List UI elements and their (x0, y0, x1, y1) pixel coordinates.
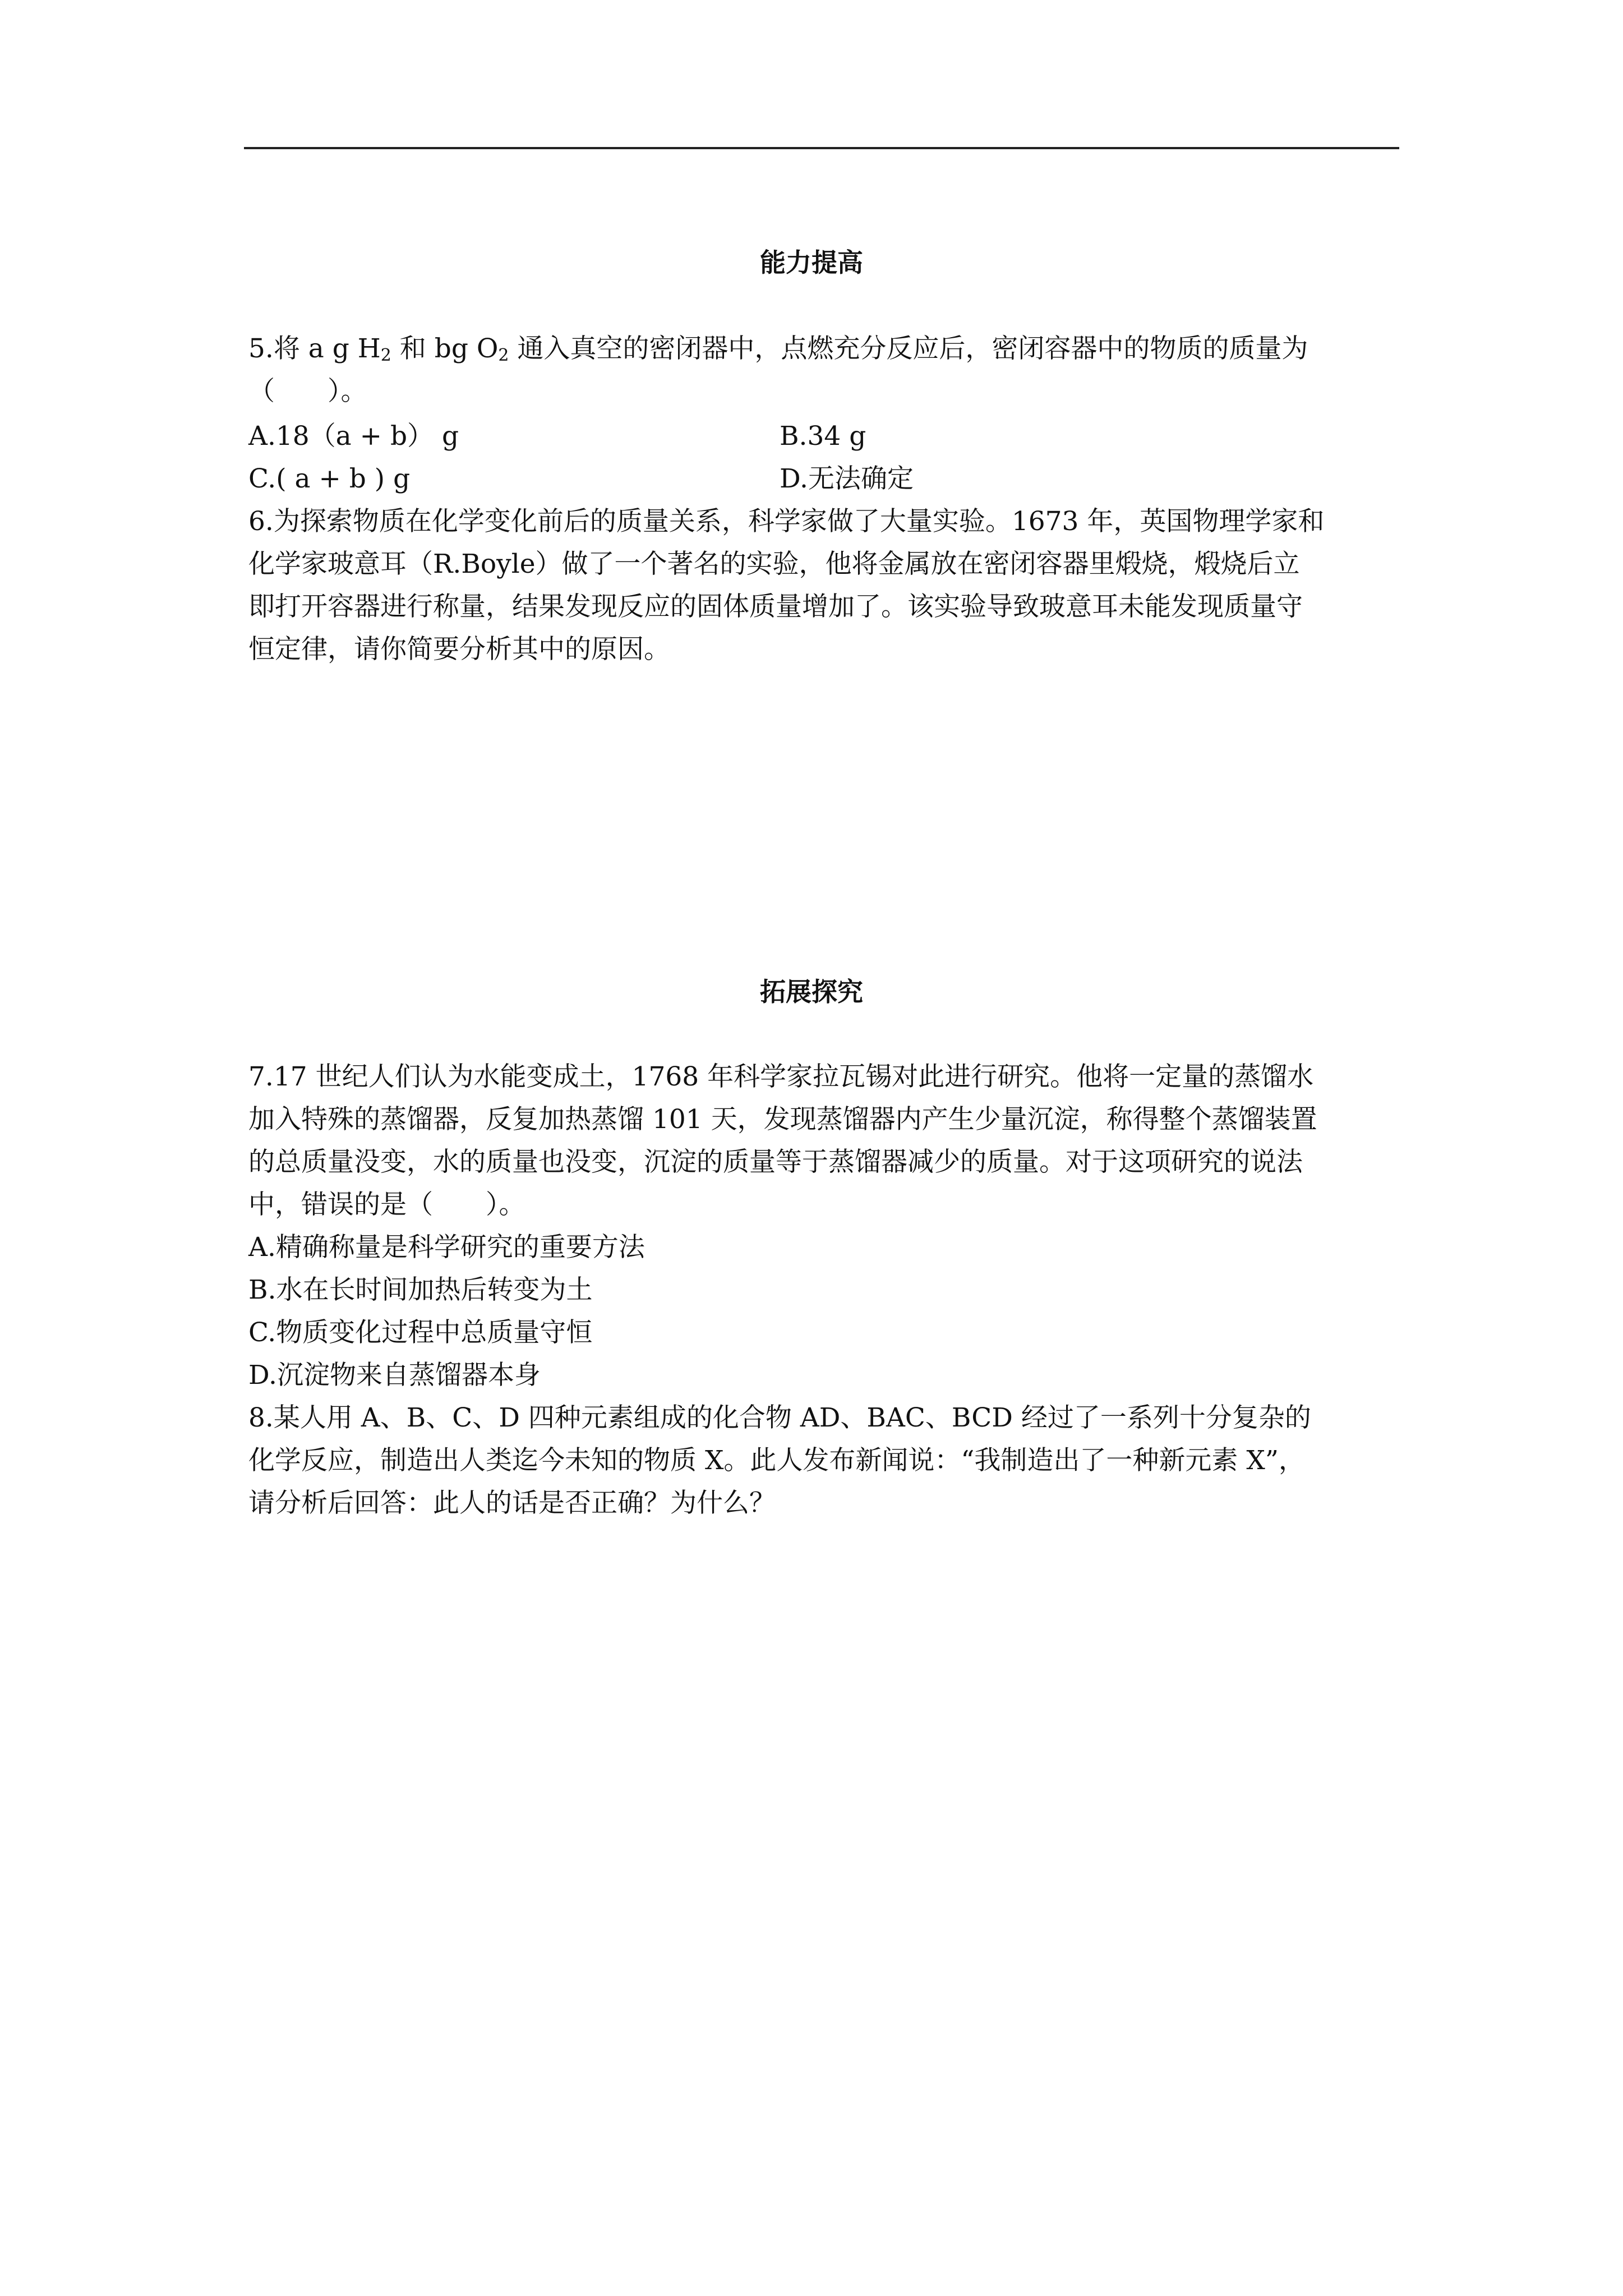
header-rule (244, 147, 1399, 149)
q7-line: 加入特殊的蒸馏器，反复加热蒸馏 101 天，发现蒸馏器内产生少量沉淀，称得整个蒸馏装置 (248, 1104, 1317, 1135)
section-title-explore: 拓展探究 (760, 977, 863, 1007)
q6-line: 恒定律，请你简要分析其中的原因。 (248, 634, 670, 665)
q6-line: 6.为探索物质在化学变化前后的质量关系，科学家做了大量实验。1673 年，英国物理学家和 (248, 506, 1325, 537)
q6-line: 化学家玻意耳（R.Boyle）做了一个著名的实验，他将金属放在密闭容器里煅烧，煅烧后立 (248, 549, 1300, 579)
q5-option-b: B.34 g (780, 421, 866, 452)
q5-option-d: D.无法确定 (780, 463, 914, 494)
q5-stem-line2: （ ）。 (248, 376, 367, 407)
q5-stem: 5.将 a g $H_2$ 和 bg $O_2$ 通入真空的密闭器中，点燃充分反应后，密闭容器中的物质的质量为 (248, 333, 1308, 365)
q7-line: 中，错误的是（ ）。 (248, 1189, 525, 1220)
q8-line: 化学反应，制造出人类迄今未知的物质 X。此人发布新闻说：“我制造出了一种新元素 X”， (248, 1445, 1305, 1476)
q7-option-b: B.水在长时间加热后转变为土 (248, 1274, 593, 1305)
q6-line: 即打开容器进行称量，结果发现反应的固体质量增加了。该实验导致玻意耳未能发现质量守 (248, 591, 1303, 622)
q7-option-a: A.精确称量是科学研究的重要方法 (248, 1232, 645, 1263)
q7-option-d: D.沉淀物来自蒸馏器本身 (248, 1360, 541, 1391)
q7-line: 7.17 世纪人们认为水能变成土，1768 年科学家拉瓦锡对此进行研究。他将一定量的蒸馏水 (248, 1061, 1314, 1092)
q5-option-a: A.18（a + b） g (248, 421, 459, 452)
q7-option-c: C.物质变化过程中总质量守恒 (248, 1317, 593, 1348)
q5-option-c: C.( a + b ) g (248, 463, 411, 494)
q8-line: 8.某人用 A、B、C、D 四种元素组成的化合物 AD、BAC、BCD 经过了一系列十分复杂的 (248, 1402, 1311, 1433)
q8-line: 请分析后回答：此人的话是否正确？为什么？ (248, 1488, 776, 1519)
section-title-ability: 能力提高 (760, 247, 863, 278)
q7-line: 的总质量没变，水的质量也没变，沉淀的质量等于蒸馏器减少的质量。对于这项研究的说法 (248, 1147, 1303, 1177)
